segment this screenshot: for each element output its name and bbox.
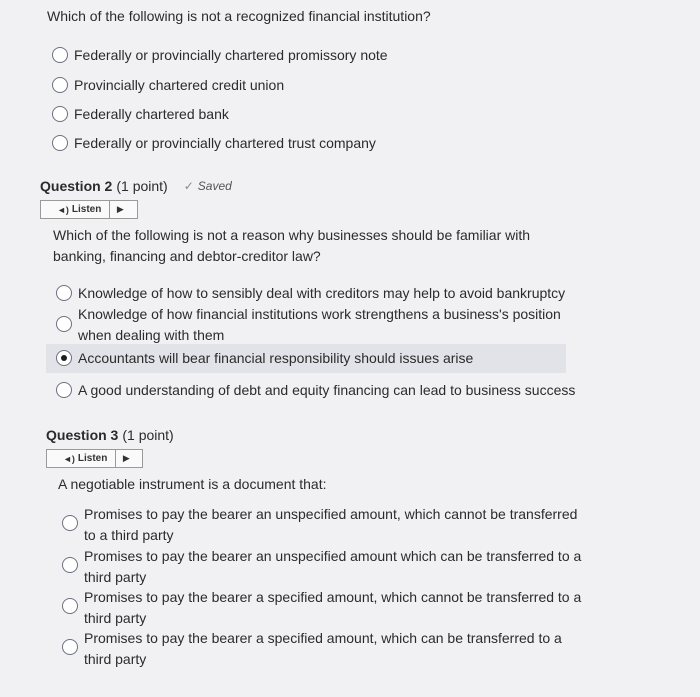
- q1-option-3[interactable]: [52, 104, 229, 125]
- radio-button[interactable]: [52, 77, 68, 93]
- q3-option-label-line-2: third party: [84, 569, 147, 585]
- q2-option-1[interactable]: [56, 283, 565, 304]
- saved-status: [184, 179, 232, 193]
- radio-button[interactable]: [52, 47, 68, 63]
- q2-option-2[interactable]: [56, 304, 561, 346]
- q1-option-2[interactable]: [52, 75, 284, 96]
- listen-button[interactable]: [47, 450, 116, 467]
- radio-button[interactable]: [62, 598, 78, 614]
- radio-button[interactable]: [56, 382, 72, 398]
- q2-points: (1 point): [116, 178, 168, 194]
- q3-option-label-line-1: Promises to pay the bearer an unspecified amount, which cannot be transferred: [84, 506, 578, 522]
- q3-option-label-line-2: third party: [84, 651, 147, 667]
- q2-option-label-line-1: Knowledge of how financial institutions work strengthens a business's position: [78, 306, 561, 322]
- q3-option-3[interactable]: [62, 587, 581, 629]
- q1-option-label: Federally chartered bank: [74, 106, 229, 122]
- q3-option-2[interactable]: [62, 546, 581, 588]
- q2-option-4[interactable]: [56, 380, 575, 401]
- q1-option-label: Federally or provincially chartered promissory note: [74, 47, 388, 63]
- q2-option-label: Knowledge of how to sensibly deal with creditors may help to avoid bankruptcy: [78, 285, 566, 301]
- q2-option-label: Accountants will bear financial responsibility should issues arise: [78, 350, 474, 366]
- q3-option-label: [84, 628, 562, 670]
- q3-title: Question 3: [46, 427, 119, 443]
- play-icon[interactable]: ▶: [122, 453, 130, 463]
- q3-points: (1 point): [122, 427, 174, 443]
- q3-option-label-line-1: Promises to pay the bearer an unspecified amount which can be transferred to a: [84, 548, 582, 564]
- q2-option-3-selected[interactable]: [46, 344, 566, 373]
- speaker-icon: ◄): [57, 204, 69, 215]
- q3-option-label: [84, 546, 581, 588]
- q1-option-label: Provincially chartered credit union: [74, 77, 285, 93]
- q3-option-4[interactable]: [62, 628, 562, 670]
- q1-option-4[interactable]: [52, 133, 376, 154]
- check-icon: ✓: [183, 179, 194, 193]
- q3-option-label: [84, 504, 577, 546]
- q2-text-line-1: Which of the following is not a reason why businesses should be familiar with: [53, 227, 531, 243]
- q2-option-label: [78, 304, 561, 346]
- radio-button[interactable]: [56, 285, 72, 301]
- saved-label: Saved: [197, 179, 232, 193]
- q2-question-text: [53, 225, 530, 267]
- q1-option-1[interactable]: [52, 45, 388, 66]
- q1-option-label: Federally or provincially chartered trust company: [74, 135, 376, 151]
- q3-option-label-line-1: Promises to pay the bearer a specified amount, which cannot be transferred to a: [84, 589, 582, 605]
- q2-header: [40, 178, 232, 194]
- q2-text-line-2: banking, financing and debtor-creditor law?: [53, 248, 321, 264]
- q2-option-label: A good understanding of debt and equity financing can lead to business success: [78, 382, 576, 398]
- listen-label: Listen: [77, 453, 108, 464]
- q2-listen-widget[interactable]: [40, 200, 138, 219]
- q3-option-1[interactable]: [62, 504, 577, 546]
- play-icon[interactable]: ▶: [116, 204, 124, 214]
- radio-button[interactable]: [52, 135, 68, 151]
- q3-option-label-line-2: third party: [84, 610, 147, 626]
- radio-button[interactable]: [62, 515, 78, 531]
- q3-option-label-line-1: Promises to pay the bearer a specified amount, which can be transferred to a: [84, 630, 562, 646]
- q3-question-text: A negotiable instrument is a document that:: [58, 476, 327, 492]
- q2-title: Question 2: [40, 178, 113, 194]
- listen-button[interactable]: [41, 201, 110, 218]
- radio-button[interactable]: [52, 106, 68, 122]
- q2-option-label-line-2: when dealing with them: [78, 327, 225, 343]
- q1-question-text: Which of the following is not a recognized financial institution?: [47, 8, 431, 24]
- q3-option-label: [84, 587, 581, 629]
- q3-header: [46, 427, 174, 443]
- radio-button[interactable]: [62, 557, 78, 573]
- listen-label: Listen: [71, 204, 102, 215]
- radio-button[interactable]: [62, 639, 78, 655]
- radio-button-checked[interactable]: [56, 350, 72, 366]
- q3-option-label-line-2: to a third party: [84, 527, 174, 543]
- radio-button[interactable]: [56, 316, 72, 332]
- q3-listen-widget[interactable]: [46, 449, 143, 468]
- speaker-icon: ◄): [63, 453, 75, 464]
